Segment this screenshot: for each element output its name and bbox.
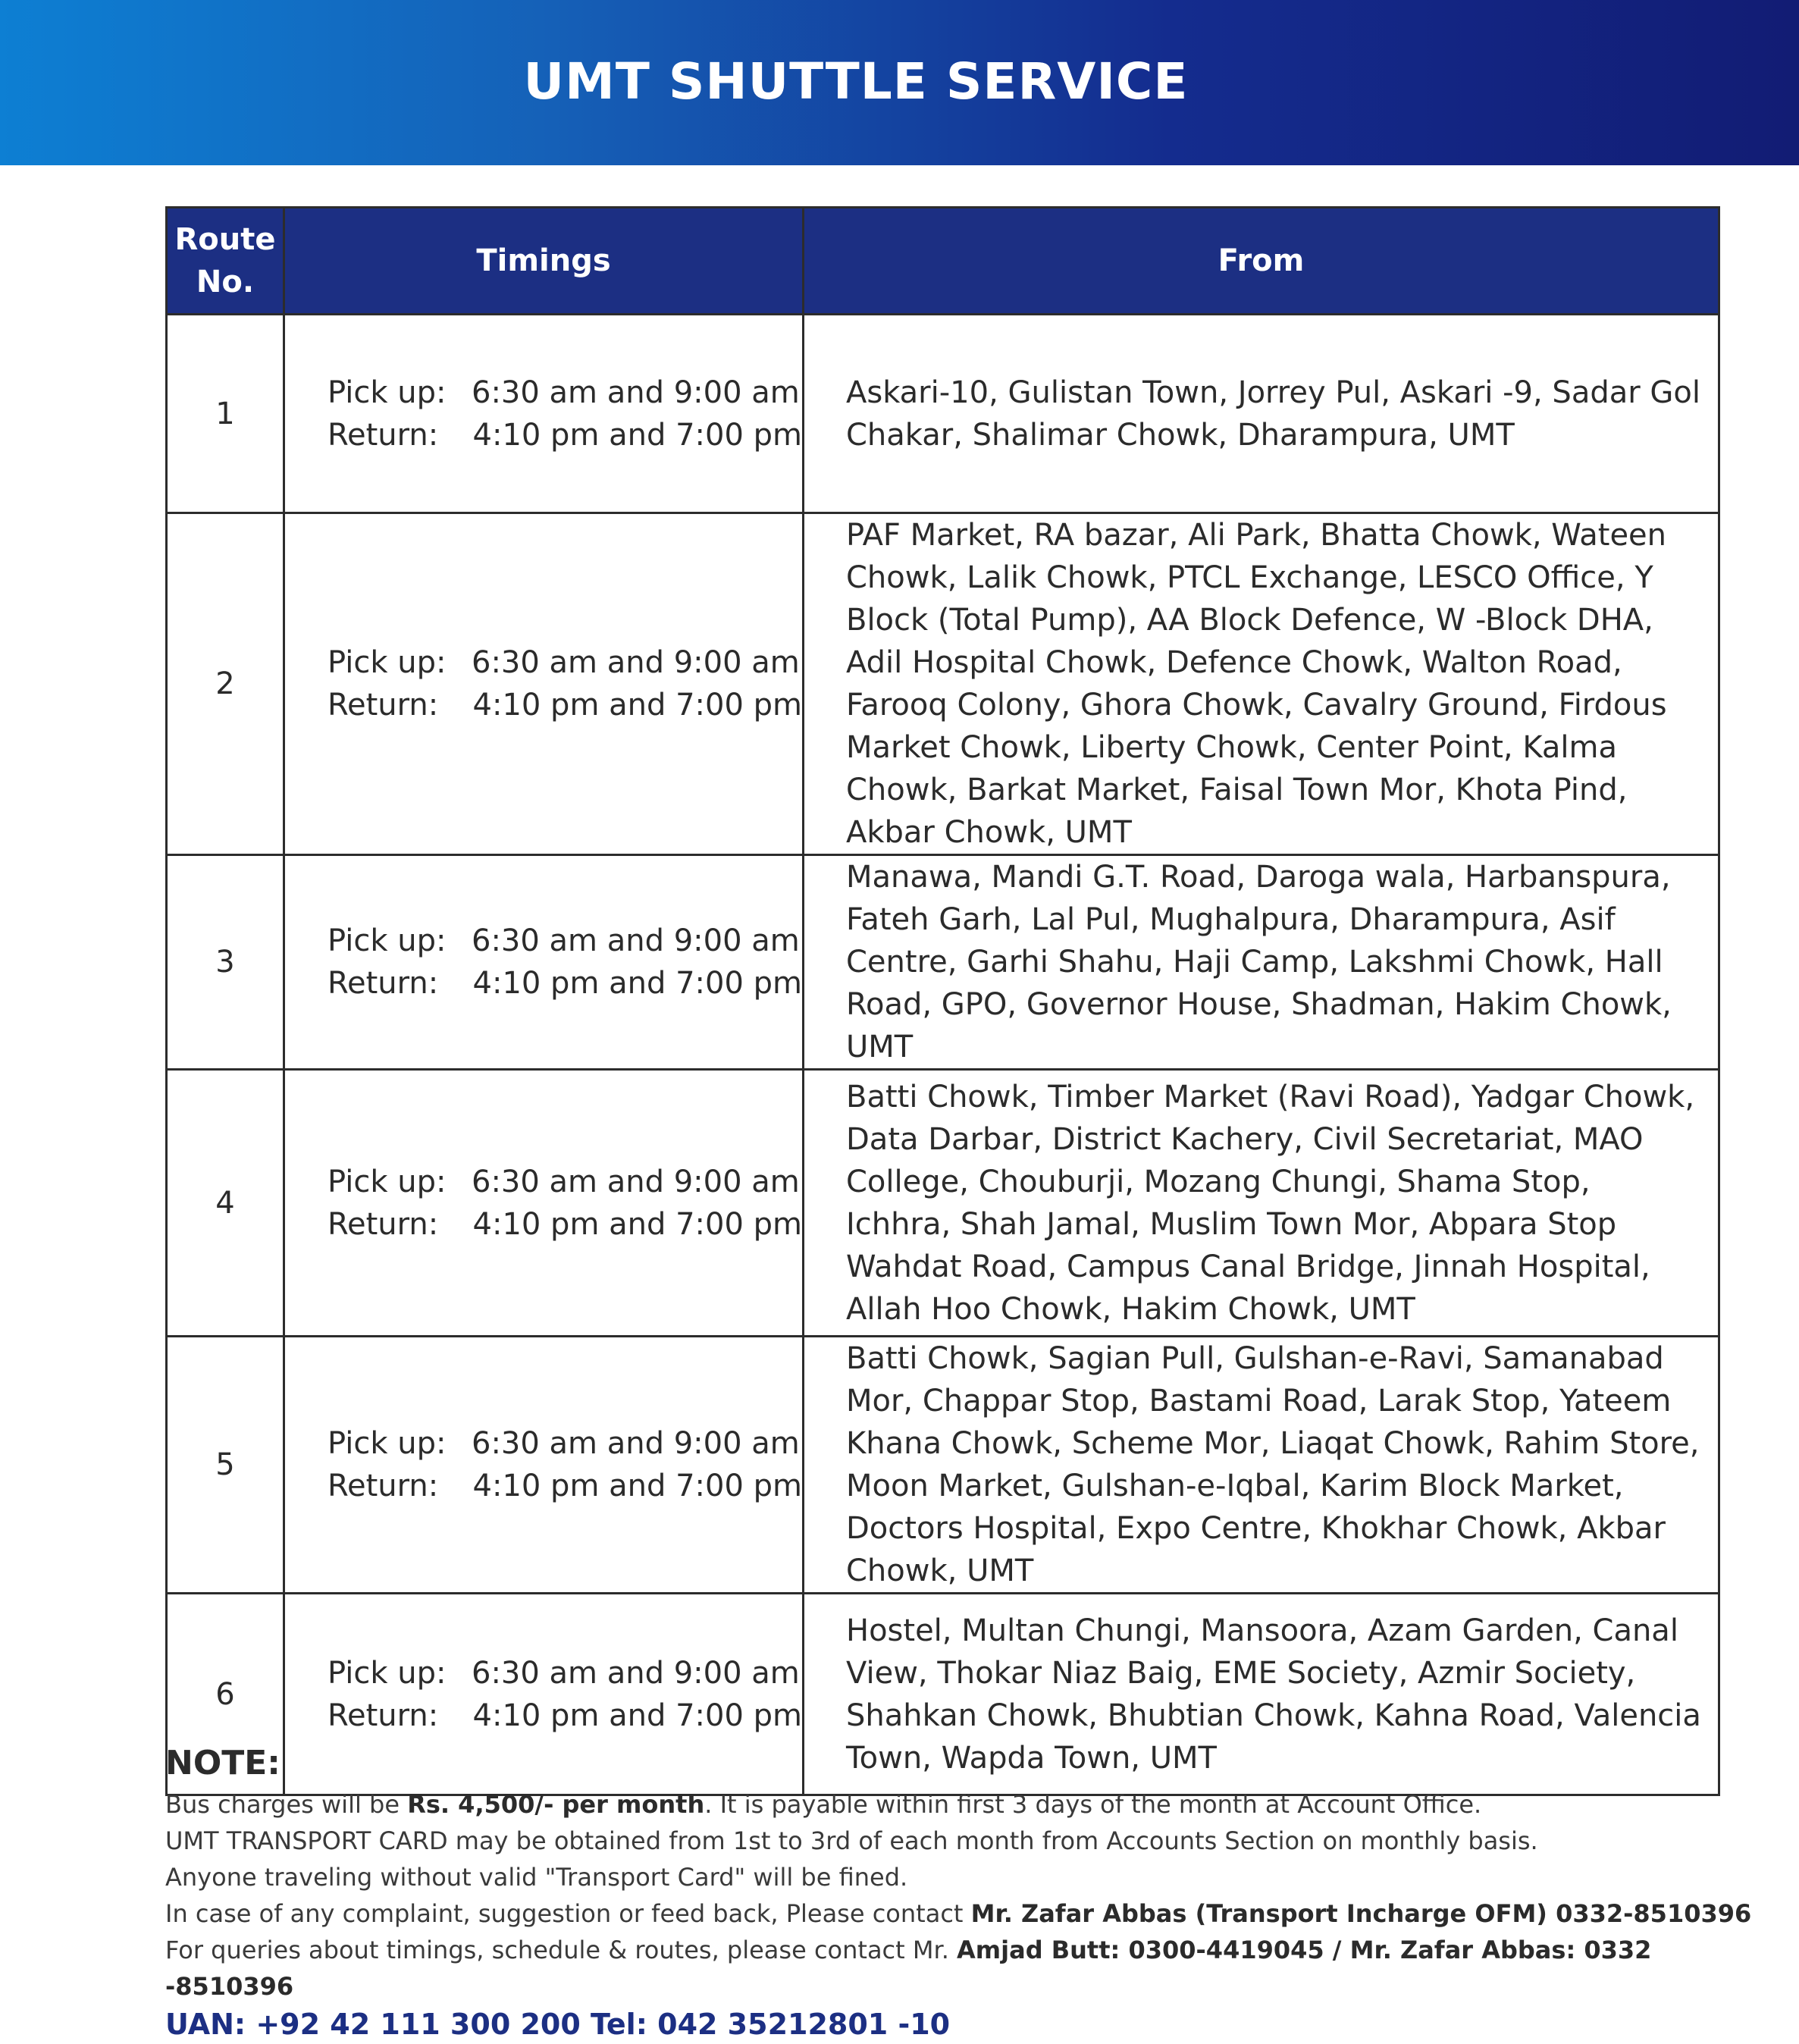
note-contact-complaint: Mr. Zafar Abbas (Transport Incharge OFM) 0332-8510396 [970,1899,1752,1928]
pickup-label: Pick up: [328,1655,447,1691]
route-number: 2 [167,513,284,855]
page-title: UMT SHUTTLE SERVICE [523,52,1189,111]
route-timings [284,1337,804,1594]
note-charges-amount: Rs. 4,500/- per month [407,1790,705,1819]
note-heading: NOTE: [165,1744,281,1782]
column-header-from: From [804,208,1719,315]
route-timings [284,315,804,513]
table-row [167,1070,1719,1337]
route-stops: Askari-10, Gulistan Town, Jorrey Pul, Askari -9, Sadar Gol Chakar, Shalimar Chowk, Dharampura, UMT [804,315,1719,513]
table-row [167,513,1719,855]
route-timings [284,513,804,855]
return-label: Return: [328,417,439,453]
return-label: Return: [328,966,439,1001]
route-number: 3 [167,855,284,1070]
route-number: 5 [167,1337,284,1594]
pickup-times: 6:30 am and 9:00 am [472,1655,800,1691]
route-stops: Batti Chowk, Sagian Pull, Gulshan-e-Ravi, Samanabad Mor, Chappar Stop, Bastami Road, Larak Stop, Yateem Khana Chowk, Scheme Mor, Liaqat Chowk, Rahim Store, Moon Market, Gulshan-e-Iqbal, Karim Block Market, Doctors Hospital, Expo Centre, Khokhar Chowk, Akbar Chowk, UMT [804,1337,1719,1594]
pickup-label: Pick up: [328,923,447,958]
return-times: 4:10 pm and 7:00 pm [472,966,802,1001]
note-line-charges [165,1786,1780,1823]
table-row [167,315,1719,513]
header-banner [0,0,1799,165]
routes-table [165,206,1720,1796]
note-section [165,1741,1780,2044]
note-text: For queries about timings, schedule & routes, please contact Mr. [165,1936,957,1964]
table-row [167,855,1719,1070]
return-times: 4:10 pm and 7:00 pm [472,417,802,453]
return-times: 4:10 pm and 7:00 pm [472,1698,802,1733]
note-contact-queries: Amjad Butt: 0300-4419045 / Mr. Zafar Abbas: 0332 -8510396 [165,1936,1652,2001]
pickup-times: 6:30 am and 9:00 am [472,645,800,680]
return-times: 4:10 pm and 7:00 pm [472,688,802,723]
column-header-route-no: Route No. [167,208,284,315]
pickup-label: Pick up: [328,1164,447,1199]
pickup-label: Pick up: [328,375,447,410]
route-number: 1 [167,315,284,513]
note-text: . It is payable within first 3 days of the month at Account Office. [704,1790,1482,1819]
note-line-fine: Anyone traveling without valid "Transport Card" will be fined. [165,1863,908,1892]
route-timings [284,1070,804,1337]
route-number: 6 [167,1594,284,1795]
note-text: Bus charges will be [165,1790,408,1819]
route-stops: Hostel, Multan Chungi, Mansoora, Azam Garden, Canal View, Thokar Niaz Baig, EME Society, Azmir Society, Shahkan Chowk, Bhubtian Chowk, Kahna Road, Valencia Town, Wapda Town, UMT [804,1594,1719,1795]
return-times: 4:10 pm and 7:00 pm [472,1469,802,1503]
column-header-timings: Timings [284,208,804,315]
route-number: 4 [167,1070,284,1337]
pickup-times: 6:30 am and 9:00 am [472,923,800,958]
table-row [167,1337,1719,1594]
uan-contact: UAN: +92 42 111 300 200 Tel: 042 35212801 -10 [165,2008,951,2041]
table-header-row [167,208,1719,315]
route-stops: PAF Market, RA bazar, Ali Park, Bhatta Chowk, Wateen Chowk, Lalik Chowk, PTCL Exchange, LESCO Office, Y Block (Total Pump), AA Block Defence, W -Block DHA, Adil Hospital Chowk, Defence Chowk, Walton Road, Farooq Colony, Ghora Chowk, Cavalry Ground, Firdous Market Chowk, Liberty Chowk, Center Point, Kalma Chowk, Barkat Market, Faisal Town Mor, Khota Pind, Akbar Chowk, UMT [804,513,1719,855]
route-stops: Manawa, Mandi G.T. Road, Daroga wala, Harbanspura, Fateh Garh, Lal Pul, Mughalpura, Dharampura, Asif Centre, Garhi Shahu, Haji Camp, Lakshmi Chowk, Hall Road, GPO, Governor House, Shadman, Hakim Chowk, UMT [804,855,1719,1070]
return-label: Return: [328,1698,439,1733]
return-label: Return: [328,1469,439,1503]
pickup-label: Pick up: [328,1426,447,1461]
pickup-times: 6:30 am and 9:00 am [472,375,800,410]
note-line-queries [165,1932,1780,2005]
pickup-times: 6:30 am and 9:00 am [472,1426,800,1461]
pickup-label: Pick up: [328,645,447,680]
return-label: Return: [328,688,439,723]
note-line-complaint [165,1895,1780,1932]
route-timings [284,855,804,1070]
note-line-card: UMT TRANSPORT CARD may be obtained from 1st to 3rd of each month from Accounts Section on monthly basis. [165,1826,1538,1855]
route-stops: Batti Chowk, Timber Market (Ravi Road), Yadgar Chowk, Data Darbar, District Kachery, Civil Secretariat, MAO College, Chouburji, Mozang Chungi, Shama Stop, Ichhra, Shah Jamal, Muslim Town Mor, Abpara Stop Wahdat Road, Campus Canal Bridge, Jinnah Hospital, Allah Hoo Chowk, Hakim Chowk, UMT [804,1070,1719,1337]
return-times: 4:10 pm and 7:00 pm [472,1206,802,1242]
note-text: In case of any complaint, suggestion or feed back, Please contact [165,1899,971,1928]
pickup-times: 6:30 am and 9:00 am [472,1164,800,1199]
return-label: Return: [328,1206,439,1242]
